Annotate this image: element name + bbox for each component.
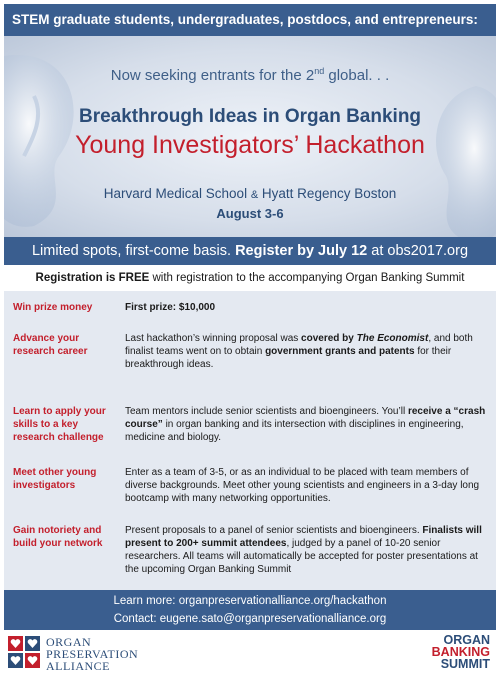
benefit-text-part: , and both finalist teams went on to obtain — [125, 333, 473, 357]
opa-logo-icon — [8, 636, 42, 670]
benefits-list — [4, 291, 496, 590]
summit-logo-line: BANKING — [431, 645, 490, 659]
benefit-text-part: The Economist — [356, 333, 429, 344]
venue-a: Harvard Medical School — [103, 186, 251, 201]
benefit-text — [125, 405, 487, 444]
register-banner — [4, 237, 496, 265]
register-lead: Limited spots, first-come basis. — [31, 243, 236, 259]
contact-email-link[interactable]: Contact: eugene.sato@organpreservationalliance.org — [113, 613, 387, 625]
venue-amp: & — [250, 189, 259, 201]
benefit-label: Learn to apply your skills to a key research challenge — [13, 406, 106, 443]
free-bold: Registration is FREE — [35, 272, 150, 284]
opa-line: ORGAN — [46, 635, 92, 649]
benefit-text-part: , judged by a panel of 10-20 senior researchers. All teams will automatically be accepted for poster presentations at the upcoming Organ Banking Summit — [125, 538, 478, 575]
registration-free-note — [4, 265, 496, 291]
opa-line: ALLIANCE — [46, 659, 110, 673]
opa-line: PRESERVATION — [46, 647, 139, 661]
benefit-text-part: Last hackathon’s winning proposal was — [125, 333, 302, 344]
audience-header: STEM graduate students, undergraduates, postdocs, and entrepreneurs: — [4, 4, 496, 36]
benefit-label: Win prize money — [13, 302, 93, 313]
benefit-text — [125, 524, 487, 576]
opa-logo-text — [46, 636, 138, 672]
benefit-text-part: Enter as a team of 3-5, or as an individual to be placed with team members of diverse backgrounds. Meet other young scientists and engineers in a 3-day long bootcamp with many networking opportunities. — [125, 467, 480, 504]
seeking-entrants-text — [4, 66, 496, 84]
benefit-text-part: in organ banking and its intersection with disciplines in engineering, medicine and biology. — [125, 419, 464, 443]
hero-section — [4, 36, 496, 237]
event-subtitle: Young Investigators’ Hackathon — [75, 131, 425, 159]
flyer — [4, 4, 496, 674]
event-dates: August 3-6 — [216, 206, 284, 221]
benefit-text-part: receive a “crash course” — [125, 406, 486, 430]
seeking-post: global. . . — [324, 67, 390, 84]
benefit-label: Gain notoriety and build your network — [13, 525, 103, 549]
summit-logo — [432, 634, 490, 670]
register-deadline: Register by July 12 — [235, 243, 368, 259]
event-title: Breakthrough Ideas in Organ Banking — [78, 106, 422, 127]
contact-footer — [4, 590, 496, 630]
benefit-text-part: Finalists will present to 200+ summit attendees — [125, 525, 482, 549]
benefit-text-part: Present proposals to a panel of senior scientists and bioengineers. — [125, 525, 423, 536]
summit-logo-line: ORGAN — [443, 633, 490, 647]
seeking-pre: Now seeking entrants for the 2 — [110, 67, 315, 84]
benefit-text-part: government grants and patents — [265, 346, 415, 357]
summit-logo-line: SUMMIT — [440, 657, 490, 671]
ordinal-suffix: nd — [314, 66, 325, 76]
benefit-text-part: Team mentors include senior scientists and bioengineers. You’ll — [125, 406, 408, 417]
benefit-text-part: covered by — [301, 333, 357, 344]
benefit-label: Meet other young investigators — [13, 467, 97, 491]
venue-b: Hyatt Regency Boston — [258, 186, 397, 201]
benefit-text-part: for their breakthrough ideas. — [125, 346, 452, 370]
benefit-text — [125, 301, 487, 314]
benefit-text-part: First prize: $10,000 — [125, 302, 216, 313]
benefit-text — [125, 332, 487, 371]
learn-more-link[interactable]: Learn more: organpreservationalliance.org/hackathon — [113, 595, 387, 607]
benefit-text — [125, 466, 487, 505]
logo-strip — [4, 630, 496, 674]
event-venue — [4, 186, 496, 201]
benefit-label: Advance your research career — [13, 333, 88, 357]
free-rest: with registration to the accompanying Organ Banking Summit — [149, 272, 465, 284]
register-site[interactable]: at obs2017.org — [367, 243, 469, 259]
